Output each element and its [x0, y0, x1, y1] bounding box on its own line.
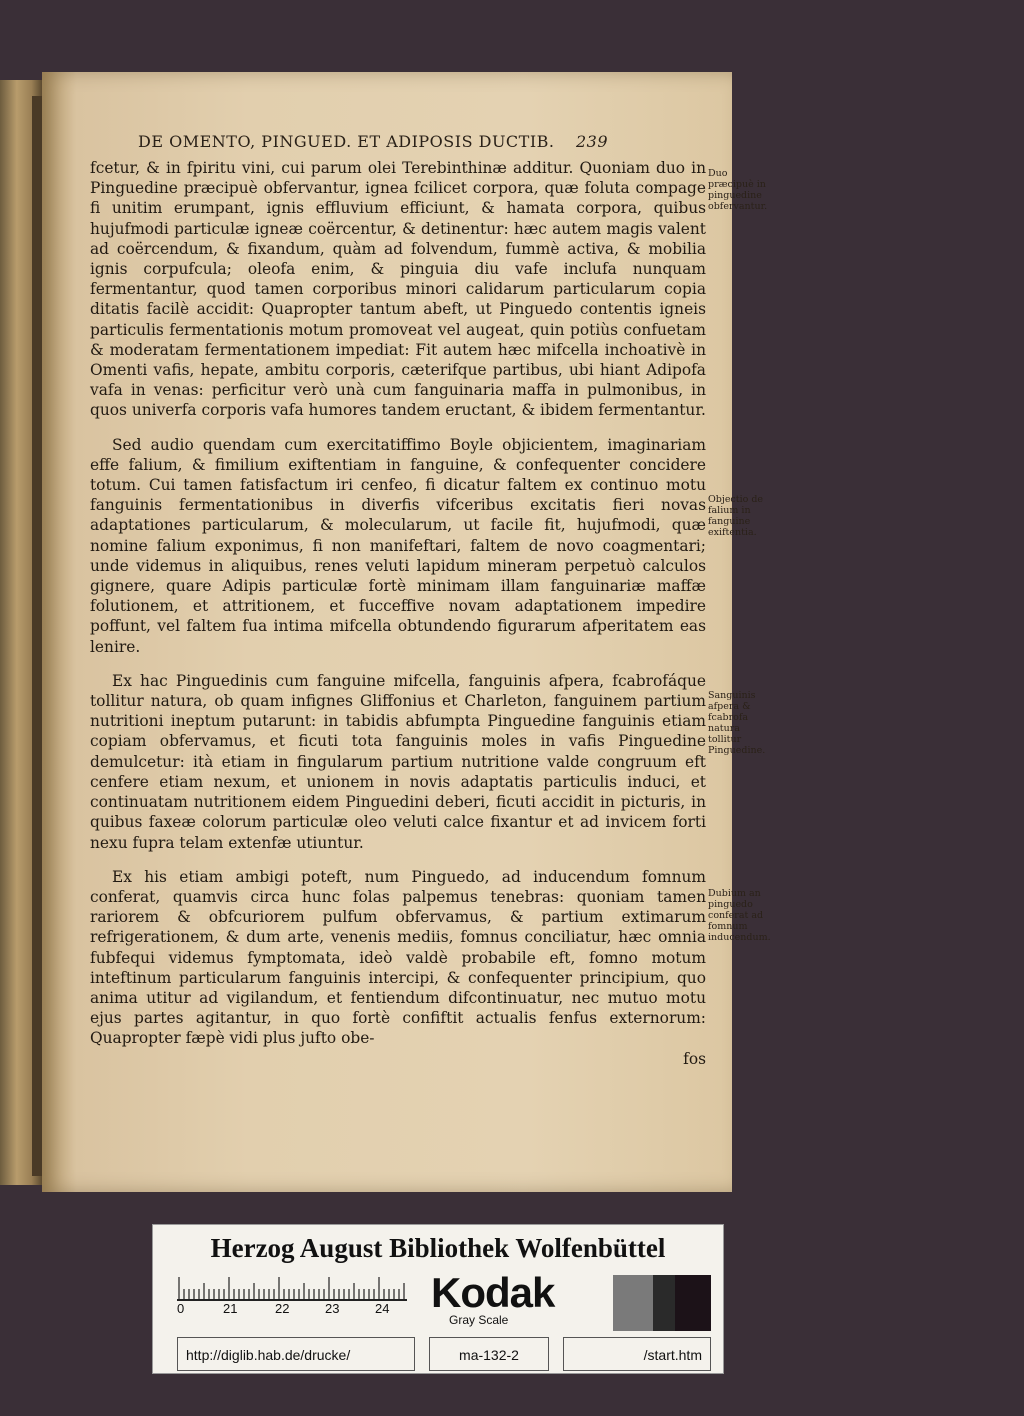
start-page-link: /start.htm — [563, 1337, 711, 1371]
running-header — [138, 132, 718, 156]
margin-note-1: Duo præcipuè in pinguedine obfervantur. — [708, 168, 768, 212]
kodak-logo: Kodak — [431, 1269, 555, 1316]
catchword: fos — [683, 1049, 706, 1068]
paragraph-3: Ex hac Pinguedinis cum fanguine mifcella, fanguinis afpera, fcabrofáque tollitur natura, ob quam infignes Gliffonius et Charleton, fanguinem partium nutritioni ineptum putarunt: in tabidis abfumpta Pinguedine fanguinis etiam copiam obfervamus, et ficuti tota fanguinis moles in vafis Pinguedine demulcetur: ità etiam in fingularum partium nutritione valde congruum eft cenfere etiam nexum, et unionem in novis adaptatis particulis induci, et continuatam nutritionem eidem Pinguedini deberi, ficuti accidit in picturis, in quibus faxeæ colorum particulæ oleo veluti calce fixantur et ad invicem forti nexu fupra telam extenfæ utiuntur. — [90, 671, 706, 852]
margin-note-2: Objectio de falium in fanguine exiftentia. — [708, 494, 764, 538]
running-title: DE OMENTO, PINGUED. ET ADIPOSIS DUCTIB. — [138, 132, 555, 151]
ruler-labels — [177, 1301, 417, 1319]
ruler-label: 23 — [325, 1301, 340, 1316]
card-footer — [153, 1337, 723, 1371]
shelfmark: ma-132-2 — [429, 1337, 549, 1371]
gray-swatch-dark — [653, 1275, 675, 1331]
library-target-card — [152, 1224, 724, 1374]
ruler-label: 22 — [275, 1301, 290, 1316]
main-text — [90, 158, 706, 1069]
page-number: 239 — [576, 132, 609, 151]
ruler-scale — [177, 1275, 407, 1301]
gray-scale-label: Gray Scale — [449, 1313, 509, 1327]
paragraph-1: fcetur, & in fpiritu vini, cui parum olei Terebinthinæ additur. Quoniam duo in Pinguedine præcipuè obfervantur, ignea fcilicet corpora, quæ foluta compage fi unitim erumpant, ignis effluvium efficiunt, & hamata corpora, quibus hujufmodi particulæ igneæ coërcentur, & detinentur: hæc autem magis valent ad coërcendum, & fixandum, quàm ad folvendum, fummè activa, & mobilia ignis corpufcula; oleofa enim, & pinguia diu vafe inclufa nunquam fermentantur, quod tamen corporibus minori calidarum particularum copia ditatis facilè accidit: Quapropter tantum abeft, ut Pinguedo contentis igneis particulis fermentationis motum promoveat vel augeat, quin potiùs confuetam & moderatam fermentationem impediat: Fit autem hæc mifcella inchoativè in Omenti vafis, hepate, ambitu corporis, cæterifque partibus, ubi hiant Adipofa vafa in venas: perficitur verò unà cum fanguinaria maffa in pulmonibus, in quos univerfa corporis vafa humores tandem eructant, & ibidem fermentantur. — [90, 159, 706, 420]
ruler-label: 24 — [375, 1301, 390, 1316]
gray-swatch-black — [675, 1275, 711, 1331]
gray-swatch-mid — [613, 1275, 653, 1331]
paragraph-4: Ex his etiam ambigi poteft, num Pinguedo, ad inducendum fomnum conferat, quamvis circa hunc folas palpemus tenebras: quoniam tamen rariorem & obfcuriorem pulfum obfervamus, & partium extimarum refrigerationem, & dum arte, venenis mediis, fomnus conciliatur, hæc omnia fubfequi videmus fymptomata, ideò valdè probabile eft, fomno motum inteftinum particularum fanguinis intercipi, & confequenter principium, quo anima utitur ad vigilandum, et fentiendum difcontinuatur, nec mutuo motu ejus partes agitantur, in quo fortè confiftit actualis fenfus externorum: Quapropter fæpè vidi plus jufto obe- — [90, 867, 706, 1048]
ruler-label: 0 — [177, 1301, 185, 1316]
margin-note-3: Sanguinis afpera & fcabrofa natura tollitur Pinguedine. — [708, 690, 766, 756]
binding-shadow — [32, 96, 42, 1176]
library-name: Herzog August Bibliothek Wolfenbüttel — [210, 1233, 666, 1263]
ruler-label: 21 — [223, 1301, 238, 1316]
library-url: http://diglib.hab.de/drucke/ — [177, 1337, 415, 1371]
paragraph-2: Sed audio quendam cum exercitatiffimo Boyle objicientem, imaginariam effe falium, & fimilium exiftentiam in fanguine, & confequenter concidere totum. Cui tamen fatisfactum iri cenfeo, fi dicatur faltem ex continuo motu fanguinis fermentationibus in diverfis vifceribus excitatis fieri novas adaptationes particularum, & molecularum, ut facile fit, hujufmodi, quæ nomine falium exponimus, fi non manifeftari, faltem de novo coagmentari; unde videmus in aliquibus, renes veluti lapidum mineram perpetuò calculos gignere, quare Adipis particulæ fortè minimam illam fanguinariæ maffæ folutionem, et attritionem, et fucceffive novam adaptationem impedire poffunt, vel faltem fua intima mifcella obtundendo figurarum afperitatem eas lenire. — [90, 435, 706, 656]
margin-note-4: Dubium an pinguedo conferat ad fomnum inducendum. — [708, 888, 771, 943]
